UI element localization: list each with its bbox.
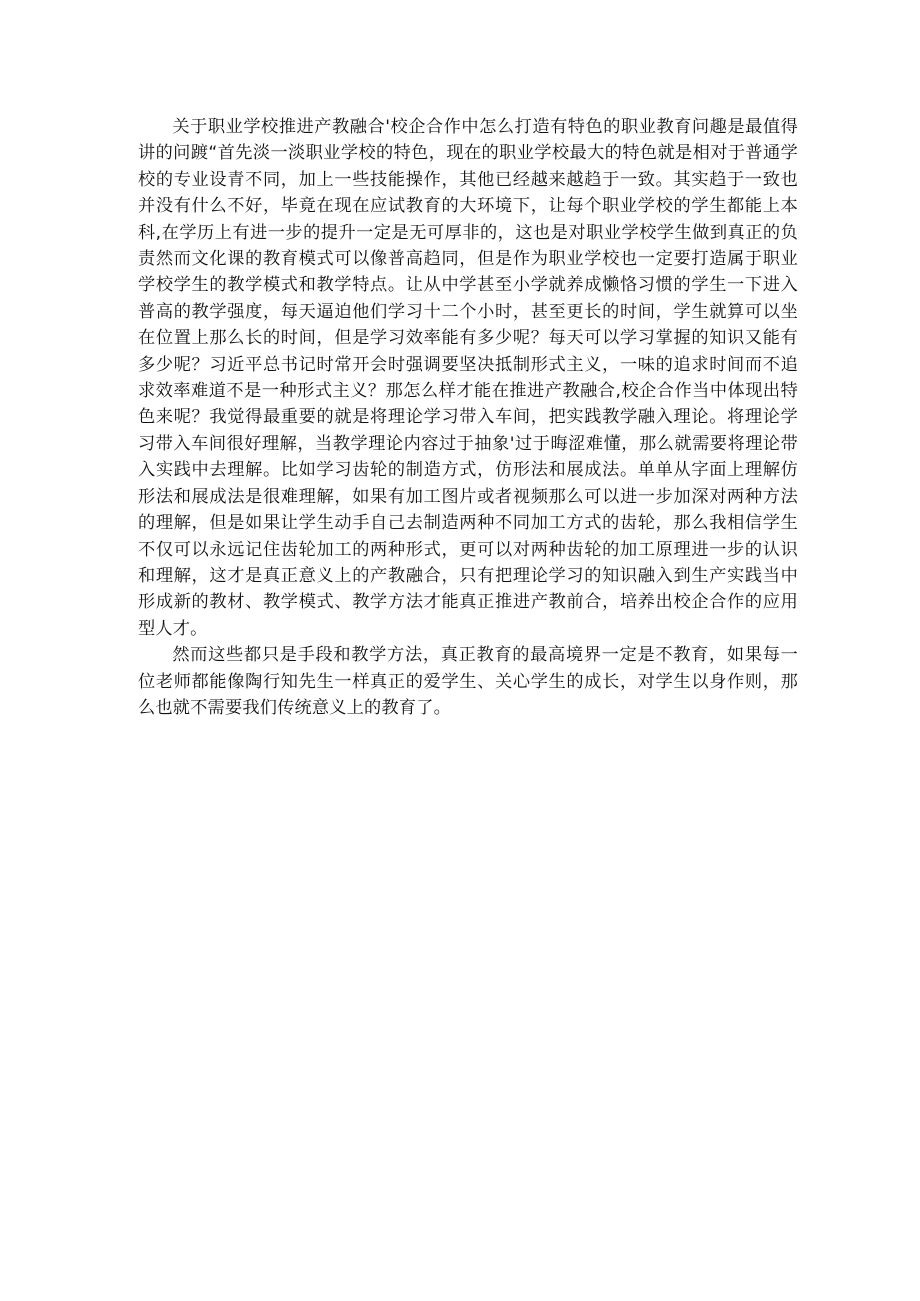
body-text [138, 114, 798, 721]
paragraph-1: 关于职业学校推进产教融合'校企合作中怎么打造有特色的职业教育问趣是最值得讲的问踱“首先淡一淡职业学校的特色，现在的职业学校最大的特色就是相对于普通学校的专业设青不同，加上一些技能操作，其他已经越来越趋于一致。其实趋于一致也并没有什么不好，毕竟在现在应试教育的大环境下，让每个职业学校的学生都能上本科,在学历上有进一步的提升一定是无可厚非的，这也是对职业学校学生做到真正的负责然而文化课的教育模式可以像普高趋同，但是作为职业学校也一定要打造属于职业学校学生的教学模式和教学特点。让从中学甚至小学就养成懒恪习惯的学生一下进入普高的教学强度，每天逼迫他们学习十二个小时，甚至更长的时间，学生就算可以坐在位置上那么长的时间，但是学习效率能有多少呢？每天可以学习掌握的知识又能有多少呢？习近平总书记时常开会时强调要坚决抵制形式主义，一味的追求时间而不追求效率难道不是一种形式主义？那怎么样才能在推进产教融合,校企合作当中体现出特色来呢？我觉得最重要的就是将理论学习带入车间，把实践教学融入理论。将理论学习带入车间很好理解，当教学理论内容过于抽象'过于晦涩难懂，那么就需要将理论带入实践中去理解。比如学习齿轮的制造方式，仿形法和展成法。单单从字面上理解仿形法和展成法是很难理解，如果有加工图片或者视频那么可以进一步加深对两种方法的理解，但是如果让学生动手自己去制造两种不同加工方式的齿轮，那么我相信学生不仅可以永远记住齿轮加工的两种形式，更可以对两种齿轮的加工原理进一步的认识和理解，这才是真正意义上的产教融合，只有把理论学习的知识融入到生产实践当中形成新的教材、教学模式、教学方法才能真正推进产教前合，培养出校企合作的应用型人才。 [138, 117, 798, 639]
paragraph-2: 然而这些都只是手段和教学方法，真正教育的最高境界一定是不教育，如果每一位老师都能像陶行知先生一样真正的爱学生、关心学生的成长，对学生以身作则，那么也就不需要我们传统意义上的教育了。 [138, 645, 798, 718]
